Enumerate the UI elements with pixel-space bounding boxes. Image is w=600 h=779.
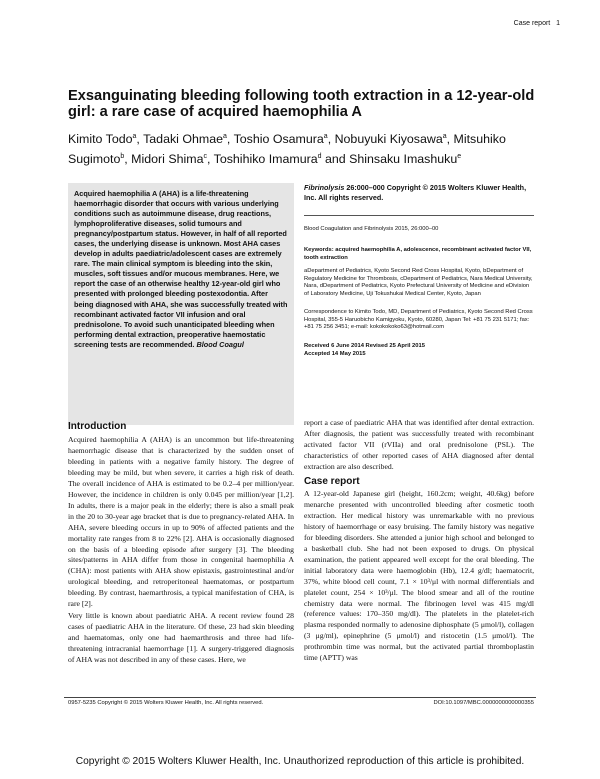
abstract-citation: Blood Coagul <box>196 339 244 349</box>
section-heading-introduction: Introduction <box>68 421 127 432</box>
header-label: Case report <box>513 20 551 27</box>
footer-doi: DOI:10.1097/MBC.0000000000000355 <box>433 700 534 706</box>
footer-divider <box>64 697 536 698</box>
divider <box>304 215 534 216</box>
accepted-date: Accepted 14 May 2015 <box>304 351 366 357</box>
article-title: Exsanguinating bleeding following tooth extraction in a 12-year-old girl: a rare case of acquired haemophilia A <box>68 88 535 120</box>
author: Midori Shima$^c$, <box>131 152 214 167</box>
author-list <box>68 128 548 168</box>
footer-copyright: 0957-5235 Copyright © 2015 Wolters Kluwer Health, Inc. All rights reserved. <box>68 700 264 706</box>
correspondence: Correspondence to Kimito Todo, MD, Department of Pediatrics, Kyoto Second Red Cross Hospital, 355-5 Haruobicho Kamigyoku, Kyoto, 60280, Japan Tel: +81 75 231 5171; fax: +81 75 256 3451; e-mail: kokokokoko63@hotmail.com <box>304 309 533 330</box>
copyright-banner: Copyright © 2015 Wolters Kluwer Health, Inc. Unauthorized reproduction of this article is prohibited. <box>75 756 525 767</box>
author: Shinsaku Imashuku$^e$ <box>349 152 462 167</box>
journal-info-block <box>304 183 534 357</box>
author: Toshio Osamura$^a$, <box>233 132 335 147</box>
page-number: 1 <box>556 20 560 27</box>
author: Kimito Todo$^a$, <box>68 132 144 147</box>
author: Tadaki Ohmae$^a$, <box>143 132 234 147</box>
intro-paragraph-1: Acquired haemophilia A (AHA) is an uncommon but life-threatening haemorrhagic disease that is characterized by the sudden onset of bleeding in patients with a negative family history. The degree of bleeding may be mild, but when severe, it carries a high risk of death. The overall incidence of AHA is estimated to be 0.2–4 per million/year. However, the incidence in children is only 0.045 per million/year [1,2]. In adults, there is a major peak in the elderly; there is also a small peak in the 20 to 30-year age bracket that is due to pregnancy-related AHA. In AHA, severe bleeding occurs in up to 90% of affected patients and the mortality rate ranges from 8 to 22% [2]. AHA is occasionally diagnosed on the basis of a bleeding episode after surgery [3]. The bleeding sites/patterns in AHA differ from those in congenital haemophilia A (CHA): most patients with AHA show epistaxis, gastrointestinal and/or urological bleeding, and retroperitoneal haematomas, or postpartum bleeding. By contrast, haemarthrosis, a typical manifestation of CHA, is rare [2]. <box>68 435 294 609</box>
abstract-text: Acquired haemophilia A (AHA) is a life-threatening haemorrhagic disorder that occurs with various underlying conditions such as autoimmune disease, drug reactions, lymphoproliferative diseases, solid tumours and pregnancy/postpartum status. However, in half of all reported cases, the underlying disease is unknown. Most AHA cases develop in adults paediatric/adolescent cases are extremely rare. The main clinical symptom is bleeding into the skin, muscles, soft tissues and/or mucous membranes. Here, we report the case of an otherwise healthy 12-year-old girl who presented with prolonged bleeding postexodontia. After being diagnosed with AHA, she was successfully treated with recombinant activated factor VII infusion and oral prednisolone. To avoid such unanticipated bleeding when performing dental extraction, preoperative haemostatic screening tests are recommended. Blood Coagul <box>74 189 288 349</box>
author: Nobuyuki Kiyosawa$^a$, <box>334 132 454 147</box>
case-intro-paragraph: report a case of paediatric AHA that was identified after dental extraction. After diagnosis, the patient was successfully treated with recombinant activated factor VII (rVIIa) and oral prednisolone (PSL). The characteristics of other reported cases of AHA diagnosed after dental extraction are also described. <box>304 418 534 471</box>
case-report-paragraph: A 12-year-old Japanese girl (height, 160.2cm; weight, 40.6kg) before menarche presented with uncontrolled bleeding after cosmetic tooth extraction. Her medical history was unremarkable with no previous history of haemorrhage or easy bruising. The family history was negative for bleeding disorders. She attended a junior high school and belonged to a basketball club. She had not been exposed to drugs. On physical examination, the patient appeared well except for the oral bleeding. The initial laboratory data were haemoglobin (Hb), 12.4 g/dl; haematocrit, 37%, white blood cell count, 7.1 × 10³/μl with normal differentials and platelet count, 254 × 10³/μl. The blood smear and all of the routine chemistry data were normal. The fibrinogen level was 415 mg/dl (reference values: 170–350 mg/dl). The platelets in the platelet-rich plasma responded normally to adenosine diphosphate (5 μmol/l), collagen (3 μg/ml), epinephrine (5 μmol/l) and ristocetin (1.5 μmol/l). The prothrombin time was normal, but the activated partial thromboplastin time (APTT) was <box>304 489 534 663</box>
intro-paragraph-2: Very little is known about paediatric AHA. A recent review found 28 cases of paediatric AHA in the literature. Of these, 23 had skin bleeding and haematomas, only one had haemarthrosis and three had life-threatening intracranial haemorrhage [1]. A surgery-triggered diagnosis of AHA was not described in any of these cases. Here, we <box>68 611 294 664</box>
running-header <box>514 20 560 27</box>
affiliations: aDepartment of Pediatrics, Kyoto Second Red Cross Hospital, Kyoto, bDepartment of Regulatory Medicine for Thrombosis, cDepartment of Pediatrics, Nara Medical University, Nara, dDepartment of Pediatrics, Kyoto Prefectural University of Medicine and eDivision of Laboratory Medicine, Uji Tokushukai Medical Center, Kyoto, Japan <box>304 268 533 297</box>
keywords: Keywords: acquired haemophilia A, adolescence, recombinant activated factor VII, tooth extraction <box>304 247 532 261</box>
author: Toshihiko Imamura$^d$ and <box>213 152 350 167</box>
abstract-box <box>68 183 294 425</box>
journal-copyright: Fibrinolysis 26:000–000 Copyright © 2015 Wolters Kluwer Health, Inc. All rights reserved. <box>304 183 527 202</box>
section-heading-case-report: Case report <box>304 476 360 487</box>
citation-line: Blood Coagulation and Fibrinolysis 2015, 26:000–00 <box>304 226 439 232</box>
received-date: Received 6 June 2014 Revised 25 April 2015 <box>304 343 425 349</box>
author: Mitsuhiko Sugimoto$^b$, <box>68 132 506 167</box>
